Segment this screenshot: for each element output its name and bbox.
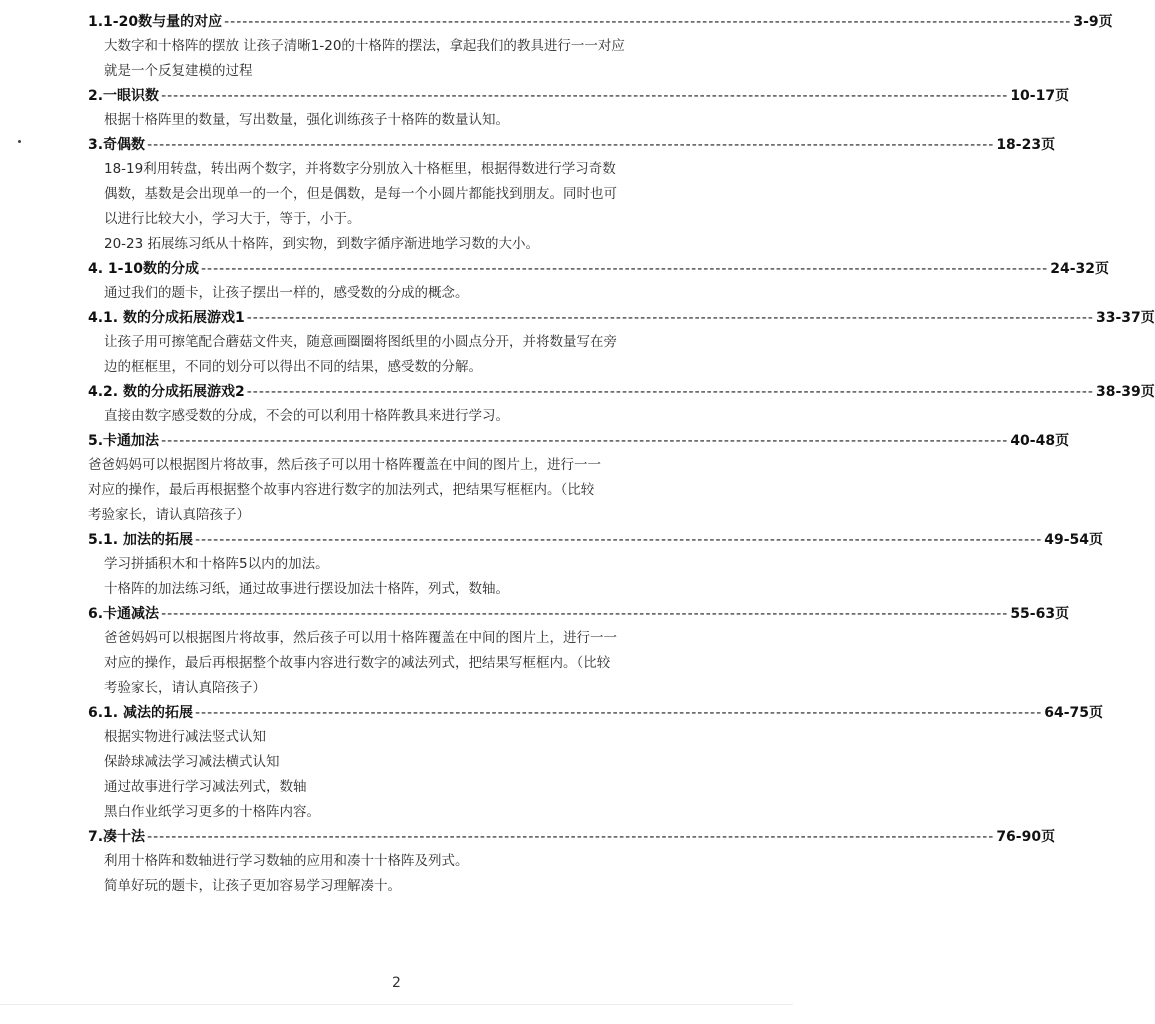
toc-entry-heading: [88, 429, 1070, 453]
description-line: 直接由数字感受数的分成，不会的可以利用十格阵教具来进行学习。: [104, 408, 509, 424]
description-line: 通过我们的题卡，让孩子摆出一样的，感受数的分成的概念。: [104, 285, 469, 301]
description-line: 根据十格阵里的数量，写出数量，强化训练孩子十格阵的数量认知。: [104, 112, 509, 128]
toc-entry-title: 4.1. 数的分成拓展游戏1: [88, 310, 245, 326]
toc-section: [88, 10, 1113, 84]
table-of-contents: [88, 10, 1155, 899]
description-line: 爸爸妈妈可以根据图片将故事，然后孩子可以用十格阵覆盖在中间的图片上，进行一一: [104, 630, 617, 646]
toc-entry-pages: 55-63页: [1010, 606, 1070, 622]
toc-entry-pages: 49-54页: [1044, 532, 1104, 548]
toc-entry-description: [88, 725, 740, 825]
toc-section: [88, 701, 1104, 825]
toc-section: [88, 602, 1070, 701]
description-line: 18-19利用转盘，转出两个数字，并将数字分别放入十格框里，根据得数进行学习奇数: [104, 161, 616, 177]
dotted-leader: --------------------------------------------------------------------------------------------------------------------------------------------: [246, 310, 1094, 326]
toc-entry-description: [88, 849, 740, 899]
toc-entry-pages: 3-9页: [1073, 14, 1113, 30]
toc-entry-title: 2.一眼识数: [88, 88, 160, 104]
toc-section: [88, 306, 1155, 380]
dotted-leader: --------------------------------------------------------------------------------------------------------------------------------------------: [224, 14, 1072, 30]
toc-entry-title: 5.1. 加法的拓展: [88, 532, 193, 548]
dotted-leader: --------------------------------------------------------------------------------------------------------------------------------------------: [147, 137, 995, 153]
description-line: 学习拼插积木和十格阵5以内的加法。: [104, 556, 329, 572]
toc-entry-description: [88, 330, 740, 380]
description-line: 大数字和十格阵的摆放 让孩子清晰1-20的十格阵的摆法，拿起我们的教具进行一一对应: [104, 38, 625, 54]
description-line: 20-23 拓展练习纸从十格阵，到实物，到数字循序渐进地学习数的大小。: [104, 236, 540, 252]
toc-entry-description: [88, 281, 740, 306]
description-line: 根据实物进行减法竖式认知: [104, 729, 266, 745]
dotted-leader: --------------------------------------------------------------------------------------------------------------------------------------------: [147, 829, 995, 845]
description-line: 让孩子用可擦笔配合蘑菇文件夹，随意画圈圈将图纸里的小圆点分开，并将数量写在旁: [104, 334, 617, 350]
toc-entry-description: [88, 404, 740, 429]
toc-entry-heading: [88, 602, 1070, 626]
toc-entry-description: [88, 453, 740, 528]
toc-entry-title: 4.2. 数的分成拓展游戏2: [88, 384, 245, 400]
toc-entry-pages: 38-39页: [1095, 384, 1155, 400]
toc-section: [88, 429, 1070, 528]
page-number: 2: [392, 975, 401, 991]
description-line: 对应的操作，最后再根据整个故事内容进行数字的减法列式，把结果写框框内。（比较: [104, 655, 611, 671]
toc-section: [88, 825, 1056, 899]
toc-section: [88, 528, 1104, 602]
description-line: 十格阵的加法练习纸，通过故事进行摆设加法十格阵，列式，数轴。: [104, 581, 509, 597]
description-line: 简单好玩的题卡，让孩子更加容易学习理解凑十。: [104, 878, 401, 894]
toc-entry-heading: [88, 257, 1109, 281]
toc-entry-heading: [88, 133, 1056, 157]
toc-entry-title: 7.凑十法: [88, 829, 146, 845]
dotted-leader: --------------------------------------------------------------------------------------------------------------------------------------------: [246, 384, 1094, 400]
description-line: 利用十格阵和数轴进行学习数轴的应用和凑十十格阵及列式。: [104, 853, 469, 869]
toc-section: [88, 257, 1109, 306]
toc-entry-heading: [88, 528, 1104, 552]
toc-entry-title: 3.奇偶数: [88, 137, 146, 153]
description-line: 以进行比较大小，学习大于，等于，小于。: [104, 211, 361, 227]
description-line: 边的框框里，不同的划分可以得出不同的结果，感受数的分解。: [104, 359, 482, 375]
toc-entry-title: 1.1-20数与量的对应: [88, 14, 223, 30]
scan-speck: [18, 140, 21, 143]
toc-entry-title: 4. 1-10数的分成: [88, 261, 199, 277]
toc-entry-description: [88, 626, 740, 701]
toc-section: [88, 84, 1070, 133]
scan-edge-line: [0, 1004, 793, 1005]
toc-entry-pages: 18-23页: [996, 137, 1056, 153]
toc-entry-description: [88, 108, 740, 133]
description-line: 考验家长，请认真陪孩子）: [104, 680, 266, 696]
toc-entry-pages: 64-75页: [1044, 705, 1104, 721]
toc-entry-pages: 33-37页: [1095, 310, 1155, 326]
dotted-leader: --------------------------------------------------------------------------------------------------------------------------------------------: [195, 705, 1043, 721]
description-line: 通过故事进行学习减法列式，数轴: [104, 779, 307, 795]
toc-entry-heading: [88, 306, 1155, 330]
description-line: 爸爸妈妈可以根据图片将故事，然后孩子可以用十格阵覆盖在中间的图片上，进行一一: [88, 457, 601, 473]
dotted-leader: --------------------------------------------------------------------------------------------------------------------------------------------: [161, 88, 1009, 104]
dotted-leader: --------------------------------------------------------------------------------------------------------------------------------------------: [200, 261, 1049, 277]
toc-entry-pages: 76-90页: [996, 829, 1056, 845]
description-line: 黑白作业纸学习更多的十格阵内容。: [104, 804, 320, 820]
description-line: 偶数，基数是会出现单一的一个，但是偶数，是每一个小圆片都能找到朋友。同时也可: [104, 186, 617, 202]
toc-entry-title: 5.卡通加法: [88, 433, 160, 449]
dotted-leader: --------------------------------------------------------------------------------------------------------------------------------------------: [161, 433, 1009, 449]
toc-section: [88, 380, 1155, 429]
toc-section: [88, 133, 1056, 257]
description-line: 考验家长，请认真陪孩子）: [88, 507, 250, 523]
toc-entry-title: 6.1. 减法的拓展: [88, 705, 193, 721]
dotted-leader: --------------------------------------------------------------------------------------------------------------------------------------------: [161, 606, 1009, 622]
toc-entry-description: [88, 34, 740, 84]
toc-entry-heading: [88, 10, 1113, 34]
toc-entry-heading: [88, 84, 1070, 108]
dotted-leader: --------------------------------------------------------------------------------------------------------------------------------------------: [195, 532, 1043, 548]
toc-entry-heading: [88, 825, 1056, 849]
toc-entry-pages: 24-32页: [1050, 261, 1109, 277]
toc-entry-pages: 40-48页: [1010, 433, 1070, 449]
description-line: 对应的操作，最后再根据整个故事内容进行数字的加法列式，把结果写框框内。（比较: [88, 482, 595, 498]
toc-entry-title: 6.卡通减法: [88, 606, 160, 622]
description-line: 就是一个反复建模的过程: [104, 63, 253, 79]
description-line: 保龄球减法学习减法横式认知: [104, 754, 280, 770]
toc-entry-description: [88, 552, 740, 602]
toc-entry-heading: [88, 380, 1155, 404]
toc-entry-pages: 10-17页: [1010, 88, 1070, 104]
toc-entry-description: [88, 157, 740, 257]
toc-entry-heading: [88, 701, 1104, 725]
